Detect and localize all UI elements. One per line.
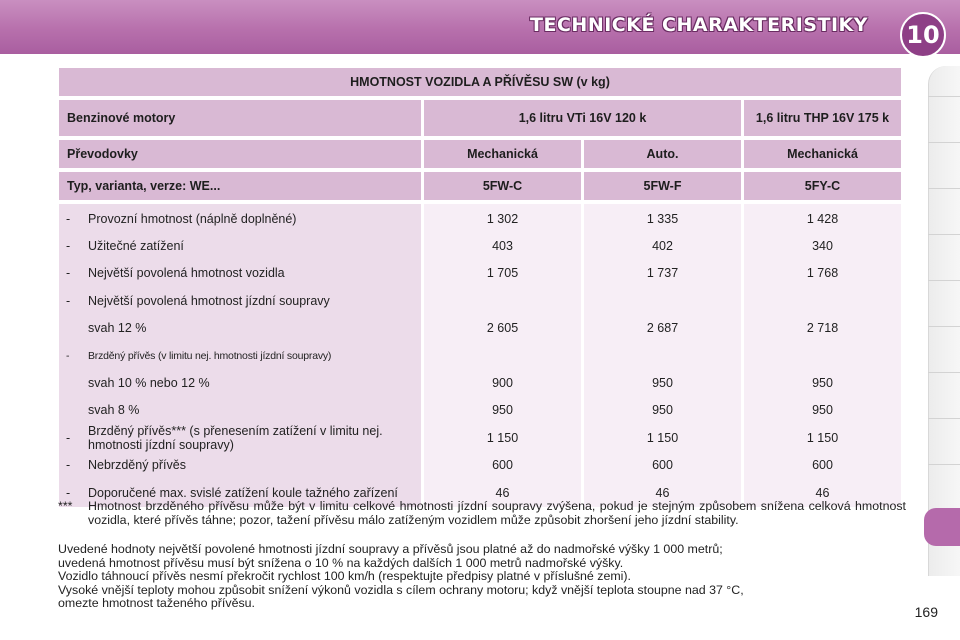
type-label: Typ, varianta, verze: WE... <box>59 172 421 200</box>
table-row-label: - Brzděný přívěs (v limitu nej. hmotnosti jízdní soupravy) <box>66 349 332 362</box>
table-cell: 950 <box>492 403 513 418</box>
table-cell: 1 737 <box>646 266 679 281</box>
engine-col-1: 1,6 litru VTi 16V 120 k <box>424 100 741 136</box>
table-cell: 2 687 <box>646 321 679 336</box>
engines-label: Benzinové motory <box>59 100 421 136</box>
type-value: 5FW-C <box>424 172 581 200</box>
side-tab-divider <box>928 418 960 419</box>
footnote-mark: *** <box>58 499 73 513</box>
table-cell: 950 <box>812 403 833 418</box>
table-cell: 2 605 <box>486 321 519 336</box>
notes-paragraph <box>58 543 906 611</box>
table-row-label: - Doporučené max. svislé zatížení koule tažného zařízení <box>66 485 398 500</box>
table-cell: 1 428 <box>806 211 839 226</box>
table-cell: 1 335 <box>646 211 679 226</box>
engine-col-2: 1,6 litru THP 16V 175 k <box>744 100 901 136</box>
table-cell <box>745 287 900 314</box>
side-tab-divider <box>928 464 960 465</box>
table-cell: 600 <box>652 458 673 473</box>
table-cell: 2 718 <box>806 321 839 336</box>
table-cell: 900 <box>492 376 513 391</box>
gearbox-value: Mechanická <box>744 140 901 168</box>
table-cell: 1 302 <box>486 211 519 226</box>
note-line: uvedená hmotnost přívěsu musí být snížena o 10 % na každých dalších 1 000 metrů nadmořské výšky. <box>58 555 624 570</box>
table-cell: 46 <box>815 485 830 500</box>
side-tab-divider <box>928 234 960 235</box>
chapter-badge: 10 <box>900 12 946 58</box>
table-row-label: - Nebrzděný přívěs <box>66 458 186 473</box>
table-cell: 46 <box>495 485 510 500</box>
table-row-label: - Brzděný přívěs*** (s přenesením zatížení v limitu nej. hmotnosti jízdní soupravy) <box>66 423 383 452</box>
side-tab-divider <box>928 96 960 97</box>
values-column-3 <box>744 204 901 507</box>
table-row-label: - Užitečné zatížení <box>66 239 184 254</box>
table-cell <box>425 287 580 314</box>
table-row-label: - Největší povolená hmotnost jízdní soupravy <box>66 293 330 308</box>
table-cell: 950 <box>652 403 673 418</box>
table-cell <box>585 287 740 314</box>
table-cell: 340 <box>812 239 833 254</box>
footnote-text: Hmotnost brzděného přívěsu může být v limitu celkové hmotnosti jízdní soupravy zvýšena, pokud je stejným způsobem snížena celková hmotnost vozidla, které přívěs táhne; pozor, tažení přívěsu málo zatíženým vozidlem může způsobit zhoršení jeho jízdní stability. <box>88 499 906 527</box>
row-labels-column <box>59 204 421 507</box>
table-title: HMOTNOST VOZIDLA A PŘÍVĚSU SW (v kg) <box>59 68 901 96</box>
table-row-label: svah 10 % nebo 12 % <box>88 376 210 391</box>
table-cell: 1 768 <box>806 266 839 281</box>
gearbox-value: Auto. <box>584 140 741 168</box>
values-column-1 <box>424 204 581 507</box>
chapter-tab-active[interactable] <box>924 508 960 546</box>
table-row-label: svah 12 % <box>88 321 147 336</box>
weights-table <box>56 64 904 511</box>
side-tab-divider <box>928 280 960 281</box>
gearbox-value: Mechanická <box>424 140 581 168</box>
side-tab-divider <box>928 188 960 189</box>
page-title: TECHNICKÉ CHARAKTERISTIKY <box>530 14 868 36</box>
table-cell: 1 150 <box>806 430 839 445</box>
table-row-label: - Největší povolená hmotnost vozidla <box>66 266 285 281</box>
note-line: Vysoké vnější teploty mohou způsobit snížení výkonů vozidla s cílem ochrany motoru; když vnější teplota stoupne nad 37 °C, <box>58 582 744 597</box>
table-cell <box>425 342 580 369</box>
table-cell <box>585 342 740 369</box>
table-cell: 46 <box>655 485 670 500</box>
footnote <box>58 500 906 527</box>
table-cell: 403 <box>492 239 513 254</box>
page-header <box>0 0 960 54</box>
side-tab-divider <box>928 326 960 327</box>
table-cell: 1 150 <box>646 430 679 445</box>
table-row-label: svah 8 % <box>88 403 140 418</box>
page-number: 169 <box>914 604 938 620</box>
table-cell: 600 <box>812 458 833 473</box>
table-cell: 950 <box>812 376 833 391</box>
note-line: Vozidlo táhnoucí přívěs nesmí překročit rychlost 100 km/h (respektujte předpisy platné v příslušné zemi). <box>58 569 631 583</box>
note-line: omezte hmotnost taženého přívěsu. <box>58 596 255 610</box>
type-value: 5FW-F <box>584 172 741 200</box>
gearbox-label: Převodovky <box>59 140 421 168</box>
side-tab-divider <box>928 372 960 373</box>
note-line: Uvedené hodnoty největší povolené hmotnosti jízdní soupravy a přívěsů jsou platné až do nadmořské výšky 1 000 metrů; <box>58 542 723 556</box>
table-cell <box>745 342 900 369</box>
table-cell: 1 705 <box>486 266 519 281</box>
table-cell: 950 <box>652 376 673 391</box>
side-tab-divider <box>928 142 960 143</box>
table-cell: 600 <box>492 458 513 473</box>
table-cell: 1 150 <box>486 430 519 445</box>
type-value: 5FY-C <box>744 172 901 200</box>
values-column-2 <box>584 204 741 507</box>
table-cell: 402 <box>652 239 673 254</box>
table-row-label: - Provozní hmotnost (náplně doplněné) <box>66 211 297 226</box>
